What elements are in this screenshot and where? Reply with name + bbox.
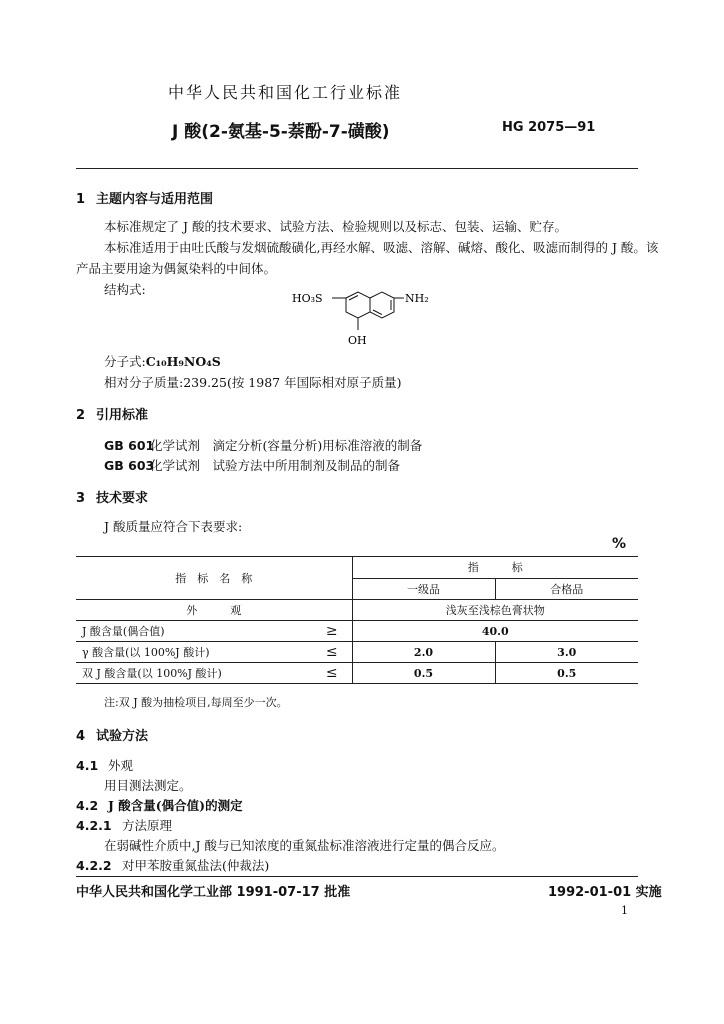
row-value-grade-2: 0.5 bbox=[495, 663, 638, 684]
structure-bottom-group: OH bbox=[348, 334, 367, 347]
document-title: J 酸(2-氨基-5-萘酚-7-磺酸) bbox=[172, 122, 390, 142]
section-3-heading bbox=[76, 487, 148, 506]
row-name: 双 J 酸含量(以 100%J 酸计) bbox=[76, 663, 312, 684]
section-number: 1 bbox=[76, 192, 86, 207]
implementation-date: 1992-01-01 实施 bbox=[548, 885, 662, 900]
standard-body: 中华人民共和国化工行业标准 bbox=[168, 83, 403, 102]
subsection-title: J 酸含量(偶合值)的测定 bbox=[108, 798, 243, 813]
section-4-heading bbox=[76, 725, 148, 744]
subsection-number: 4.2 bbox=[76, 798, 99, 813]
subsection-number: 4.1 bbox=[76, 758, 99, 773]
row-operator: ≤ bbox=[312, 642, 352, 663]
section-title: 主题内容与适用范围 bbox=[96, 192, 214, 207]
row-name: J 酸含量(偶合值) bbox=[76, 621, 312, 642]
subsection-4-2-2 bbox=[76, 856, 269, 874]
section-2-heading bbox=[76, 404, 148, 423]
reference-text: 化学试剂 试验方法中所用制剂及制品的制备 bbox=[150, 458, 401, 473]
subsection-title: 方法原理 bbox=[122, 818, 173, 833]
section-1-heading bbox=[76, 188, 213, 207]
subsection-number: 4.2.2 bbox=[76, 858, 112, 873]
structure-right-group: NH₂ bbox=[405, 292, 429, 305]
row-operator: ≤ bbox=[312, 663, 352, 684]
formula-label: 分子式: bbox=[104, 354, 146, 369]
approval-line: 中华人民共和国化学工业部 1991-07-17 批准 bbox=[76, 885, 351, 900]
section-number: 3 bbox=[76, 491, 86, 506]
section-number: 2 bbox=[76, 408, 86, 423]
header-rule bbox=[76, 168, 638, 169]
subsection-4-2 bbox=[76, 796, 243, 814]
row-name: γ 酸含量(以 100%J 酸计) bbox=[76, 642, 312, 663]
table-note: 注:双 J 酸为抽检项目,每周至少一次。 bbox=[104, 696, 288, 709]
header-grade-1: 一级品 bbox=[352, 578, 495, 600]
table-row bbox=[76, 663, 638, 684]
header-grade-2: 合格品 bbox=[495, 578, 638, 600]
table-row bbox=[76, 642, 638, 663]
subsection-4-2-1 bbox=[76, 816, 172, 834]
subsection-title: 外观 bbox=[108, 758, 134, 773]
reference-item bbox=[104, 456, 400, 474]
table-row bbox=[76, 621, 638, 642]
reference-item bbox=[104, 436, 422, 454]
subsection-4-1 bbox=[76, 756, 133, 774]
standard-code: HG 2075—91 bbox=[502, 120, 596, 135]
section-1-para-2b: 产品主要用途为偶氮染料的中间体。 bbox=[76, 261, 277, 276]
table-header-row bbox=[76, 557, 638, 579]
structure-label: 结构式: bbox=[104, 282, 146, 297]
table-intro: J 酸质量应符合下表要求: bbox=[104, 519, 243, 534]
structural-formula bbox=[290, 288, 440, 350]
specification-table bbox=[76, 556, 638, 684]
row-value: 浅灰至浅棕色膏状物 bbox=[352, 600, 638, 621]
table-row bbox=[76, 600, 638, 621]
subsection-4-2-1-text: 在弱碱性介质中,J 酸与已知浓度的重氮盐标准溶液进行定量的偶合反应。 bbox=[104, 838, 505, 853]
section-title: 技术要求 bbox=[96, 491, 149, 506]
molecular-mass: 相对分子质量:239.25(按 1987 年国际相对原子质量) bbox=[104, 375, 402, 390]
reference-code: GB 603 bbox=[104, 458, 155, 473]
table-unit: % bbox=[612, 536, 627, 552]
section-title: 试验方法 bbox=[96, 729, 149, 744]
subsection-4-1-text: 用目测法测定。 bbox=[104, 778, 192, 793]
row-value-grade-2: 3.0 bbox=[495, 642, 638, 663]
structure-left-group: HO₃S bbox=[292, 292, 323, 305]
subsection-number: 4.2.1 bbox=[76, 818, 112, 833]
section-title: 引用标准 bbox=[96, 408, 149, 423]
section-number: 4 bbox=[76, 729, 86, 744]
reference-text: 化学试剂 滴定分析(容量分析)用标准溶液的制备 bbox=[150, 438, 423, 453]
row-value-grade-1: 2.0 bbox=[352, 642, 495, 663]
header-indicator-name: 指 标 名 称 bbox=[76, 557, 352, 600]
page-number: 1 bbox=[621, 904, 628, 917]
reference-code: GB 601 bbox=[104, 438, 155, 453]
row-value: 40.0 bbox=[352, 621, 638, 642]
footer-rule bbox=[76, 876, 638, 877]
molecular-formula: C₁₀H₉NO₄S bbox=[145, 354, 221, 369]
section-1-para-1: 本标准规定了 J 酸的技术要求、试验方法、检验规则以及标志、包装、运输、贮存。 bbox=[104, 219, 567, 234]
header-indicator: 指 标 bbox=[352, 557, 638, 579]
row-name: 外 观 bbox=[76, 600, 352, 621]
formula-line bbox=[104, 352, 221, 370]
row-operator: ≥ bbox=[312, 621, 352, 642]
row-value-grade-1: 0.5 bbox=[352, 663, 495, 684]
subsection-title: 对甲苯胺重氮盐法(仲裁法) bbox=[122, 858, 270, 873]
section-1-para-2a: 本标准适用于由吐氏酸与发烟硫酸磺化,再经水解、吸滤、溶解、碱熔、酸化、吸滤而制得的 J 酸。该 bbox=[104, 240, 659, 255]
